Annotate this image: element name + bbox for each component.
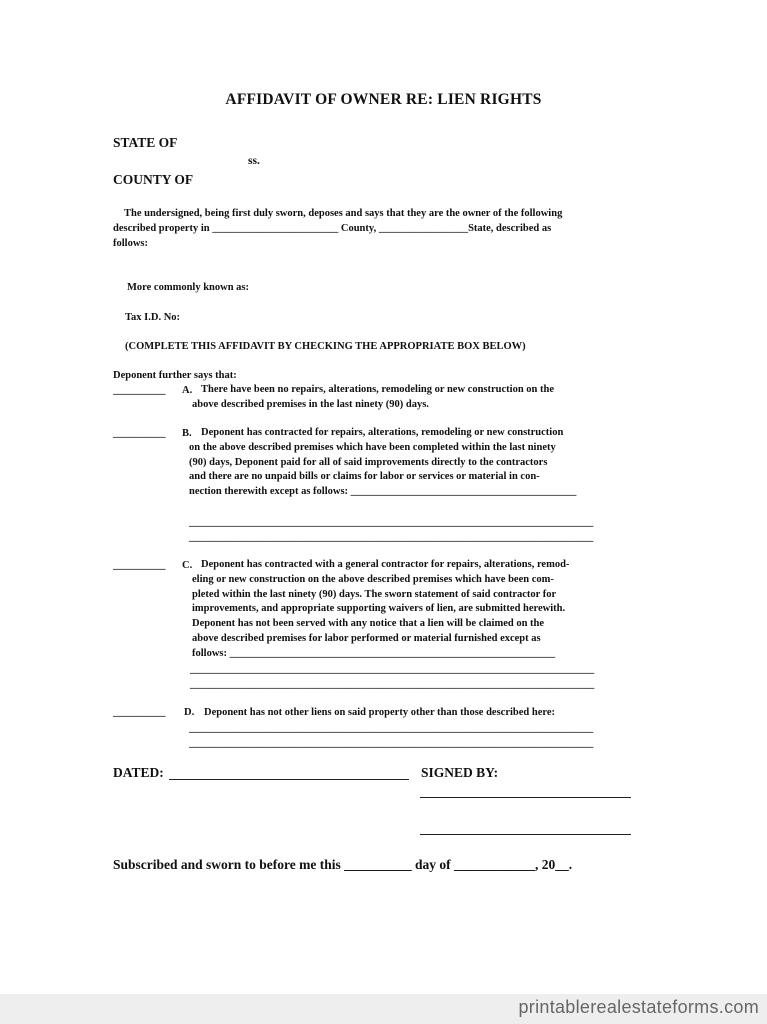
- ss-label: ss.: [248, 155, 260, 167]
- dated-label: DATED:: [113, 765, 164, 780]
- option-a-text: [192, 383, 554, 413]
- footer-website-link[interactable]: printablerealestateforms.com: [518, 997, 759, 1017]
- intro-line: described property in ________________________ County, _________________State, described as: [113, 222, 552, 234]
- option-c-line: eling or new construction on the above described premises which have been com-: [192, 573, 554, 585]
- option-c-line: Deponent has contracted with a general contractor for repairs, alterations, remod-: [201, 559, 570, 570]
- option-d-blank-line[interactable]: _____________________________________________________________________________: [189, 723, 594, 734]
- option-d-blank-lines[interactable]: [189, 721, 593, 751]
- option-d-blank-line[interactable]: _____________________________________________________________________________: [189, 738, 594, 749]
- option-d-text: Deponent has not other liens on said property other than those described here:: [204, 707, 555, 718]
- option-a-line: There have been no repairs, alterations, remodeling or new construction on the: [201, 384, 554, 395]
- known-as-label: More commonly known as:: [127, 282, 250, 293]
- option-c-line: above described premises for labor performed or material furnished except as: [192, 632, 541, 644]
- option-b-line: (90) days, Deponent paid for all of said improvements directly to the contractors: [189, 456, 548, 468]
- option-c-letter: C.: [182, 560, 193, 571]
- option-b-blank-line[interactable]: _____________________________________________________________________________: [189, 517, 594, 528]
- tax-id-label: Tax I.D. No:: [125, 312, 181, 323]
- county-label: COUNTY OF: [113, 172, 194, 187]
- intro-line: The undersigned, being first duly sworn, deposes and says that they are the owner of the following: [124, 208, 563, 219]
- state-label: STATE OF: [113, 135, 178, 150]
- intro-paragraph: [113, 207, 562, 251]
- option-d-checkbox-blank[interactable]: __________: [113, 707, 166, 718]
- option-b-blank-line[interactable]: _____________________________________________________________________________: [189, 532, 594, 543]
- option-c-line: pleted within the last ninety (90) days. The sworn statement of said contractor for: [192, 588, 557, 600]
- option-b-line: Deponent has contracted for repairs, alterations, remodeling or new construction: [201, 427, 564, 438]
- option-b-line: nection therewith except as follows: ___________________________________________: [189, 486, 577, 498]
- option-a-checkbox-blank[interactable]: __________: [113, 385, 166, 396]
- option-c-text: [192, 558, 569, 662]
- option-a-letter: A.: [182, 385, 193, 396]
- signed-by-label: SIGNED BY:: [421, 765, 499, 780]
- option-a-line: above described premises in the last ninety (90) days.: [192, 398, 429, 410]
- intro-line: follows:: [113, 237, 148, 249]
- instruction-text: (COMPLETE THIS AFFIDAVIT BY CHECKING THE APPROPRIATE BOX BELOW): [125, 341, 526, 352]
- option-c-checkbox-blank[interactable]: __________: [113, 560, 166, 571]
- option-c-line: Deponent has not been served with any notice that a lien will be claimed on the: [192, 618, 545, 630]
- option-c-blank-lines[interactable]: [190, 662, 594, 692]
- footer-bar: [0, 994, 767, 1024]
- subscribed-sworn-line: Subscribed and sworn to before me this __________ day of ____________, 20__.: [113, 857, 573, 872]
- signature-line-2[interactable]: [420, 834, 631, 835]
- option-b-blank-lines[interactable]: [189, 515, 593, 545]
- dated-field-line[interactable]: [169, 779, 409, 780]
- option-b-text: [189, 426, 576, 500]
- option-c-line: improvements, and appropriate supporting waivers of lien, are submitted herewith.: [192, 603, 566, 615]
- document-title: AFFIDAVIT OF OWNER RE: LIEN RIGHTS: [225, 91, 542, 108]
- option-d-letter: D.: [184, 707, 195, 718]
- signature-line-1[interactable]: [420, 797, 631, 798]
- option-b-letter: B.: [182, 428, 192, 439]
- option-b-line: and there are no unpaid bills or claims for labor or services or material in con-: [189, 471, 540, 483]
- option-c-line: follows: ______________________________________________________________: [192, 647, 556, 659]
- option-c-blank-line[interactable]: _____________________________________________________________________________: [190, 679, 595, 690]
- option-b-line: on the above described premises which have been completed within the last ninety: [189, 441, 556, 453]
- deponent-further-label: Deponent further says that:: [113, 370, 237, 381]
- option-c-blank-line[interactable]: _____________________________________________________________________________: [190, 664, 595, 675]
- option-b-checkbox-blank[interactable]: __________: [113, 428, 166, 439]
